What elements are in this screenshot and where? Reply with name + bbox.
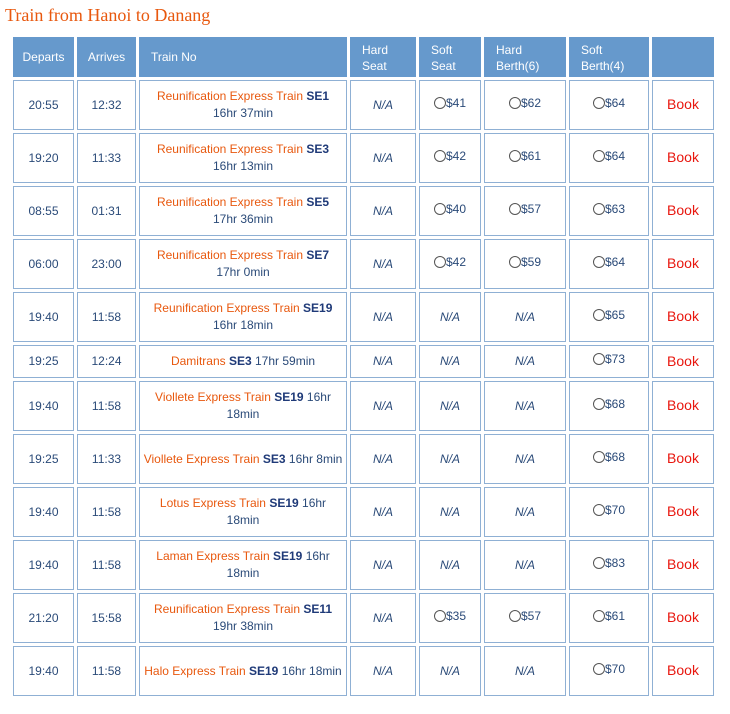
header-soft-seat [419,37,481,77]
train-code: SE19 [273,549,303,563]
train-code: SE19 [269,496,299,510]
book-cell [652,593,714,643]
train-code: SE3 [228,354,252,368]
train-name: Viollete Express Train [143,451,260,466]
soft-berth-radio[interactable] [593,557,605,569]
hard-seat-cell [350,381,416,431]
soft-berth-price: $65 [604,307,626,322]
train-name: Laman Express Train [156,549,270,563]
departs-cell: 19:40 [13,381,74,431]
train-code: SE19 [248,663,279,678]
book-button[interactable]: Book [667,503,699,519]
hard-berth-na: N/A [514,557,535,572]
departs-cell: 19:25 [13,345,74,378]
soft-seat-na: N/A [439,309,460,324]
train-duration: 19hr 38min [212,619,274,633]
train-name: Reunification Express Train [156,248,304,262]
train-code: SE19 [303,301,333,315]
soft-berth-price: $64 [604,95,626,110]
soft-berth-cell [569,133,649,183]
train-duration: 16hr 18min [212,318,274,332]
departs-cell: 20:55 [13,80,74,130]
arrives-cell: 11:58 [77,292,136,342]
hard-seat-cell [350,540,416,590]
hard-berth-cell [484,345,566,378]
train-duration: 16hr 18min [226,390,331,421]
soft-berth-cell [569,80,649,130]
arrives-cell: 01:31 [77,186,136,236]
book-cell [652,345,714,378]
soft-berth-radio[interactable] [593,353,605,365]
train-cell [139,540,347,590]
book-cell [652,292,714,342]
train-name: Halo Express Train [144,663,246,678]
hard-seat-na: N/A [372,451,393,466]
soft-seat-price: $42 [445,254,467,269]
hard-seat-na: N/A [372,663,393,678]
departs-cell: 19:40 [13,487,74,537]
train-name: Reunification Express Train [153,301,300,315]
table-row [13,540,714,590]
soft-seat-price: $35 [445,608,467,623]
train-cell [139,434,347,484]
arrives-cell: 15:58 [77,593,136,643]
soft-seat-price: $40 [445,201,467,216]
soft-berth-price: $64 [604,254,626,269]
book-button[interactable]: Book [667,450,699,466]
soft-seat-cell [419,487,481,537]
soft-berth-radio[interactable] [593,504,605,516]
hard-berth-cell [484,186,566,236]
header-hard-seat [350,37,416,77]
book-button[interactable]: Book [667,308,699,324]
train-code: SE3 [262,451,286,466]
departs-cell: 08:55 [13,186,74,236]
train-cell [139,186,347,236]
soft-berth-radio[interactable] [593,451,605,463]
hard-seat-cell [350,80,416,130]
soft-berth-price: $64 [604,148,626,163]
soft-berth-radio[interactable] [593,256,605,268]
arrives-cell: 11:58 [77,646,136,696]
soft-seat-na: N/A [439,398,460,413]
soft-berth-radio[interactable] [593,203,605,215]
hard-berth-na: N/A [514,309,535,324]
soft-seat-cell [419,186,481,236]
train-name: Reunification Express Train [153,602,301,616]
soft-berth-price: $83 [604,555,626,570]
arrives-cell: 11:58 [77,381,136,431]
table-row [13,345,714,378]
train-duration: 16hr 13min [212,159,274,173]
hard-berth-radio[interactable] [509,150,521,162]
soft-seat-na: N/A [439,663,460,678]
hard-berth-price: $61 [520,148,542,163]
soft-seat-na: N/A [439,354,460,368]
hard-berth-na: N/A [514,663,535,678]
soft-berth-cell [569,593,649,643]
departs-cell: 19:40 [13,540,74,590]
train-cell [139,593,347,643]
train-name: Reunification Express Train [156,195,304,209]
soft-seat-cell [419,434,481,484]
hard-seat-cell [350,292,416,342]
train-name: Damitrans [170,354,226,368]
header-hard-berth-line2: Berth(6) [496,59,540,73]
train-cell [139,381,347,431]
soft-berth-price: $68 [604,396,626,411]
soft-berth-price: $63 [604,201,626,216]
soft-seat-cell [419,593,481,643]
hard-berth-radio[interactable] [509,97,521,109]
hard-berth-na: N/A [514,354,535,368]
hard-berth-price: $57 [520,608,542,623]
book-button[interactable]: Book [667,397,699,413]
book-button[interactable]: Book [667,96,699,112]
hard-berth-cell [484,239,566,289]
book-cell [652,434,714,484]
soft-seat-radio[interactable] [434,203,446,215]
train-duration: 17hr 0min [216,265,270,279]
book-cell [652,646,714,696]
header-hard-berth [484,37,566,77]
soft-seat-cell [419,80,481,130]
timetable-body [13,80,714,696]
departs-cell: 06:00 [13,239,74,289]
train-timetable [10,34,717,699]
soft-berth-radio[interactable] [593,97,605,109]
arrives-cell: 12:32 [77,80,136,130]
hard-seat-cell [350,239,416,289]
train-duration: 16hr 18min [226,496,327,527]
hard-seat-na: N/A [372,610,393,625]
soft-berth-cell [569,186,649,236]
train-cell [139,239,347,289]
soft-berth-price: $61 [604,608,626,623]
hard-seat-na: N/A [372,97,393,112]
hard-berth-price: $62 [520,95,542,110]
soft-berth-price: $70 [604,661,626,676]
hard-berth-cell [484,80,566,130]
train-name: Reunification Express Train [156,142,304,156]
hard-seat-cell [350,133,416,183]
soft-seat-na: N/A [439,557,460,572]
train-code: SE3 [306,142,330,156]
table-row [13,239,714,289]
header-row [13,37,714,77]
hard-berth-cell [484,646,566,696]
train-cell [139,646,347,696]
header-book [652,37,714,77]
arrives-cell: 11:58 [77,487,136,537]
arrives-cell: 11:33 [77,434,136,484]
table-row [13,593,714,643]
soft-berth-price: $68 [604,449,626,464]
book-button[interactable]: Book [667,255,699,271]
train-cell [139,133,347,183]
hard-berth-price: $59 [520,254,542,269]
book-button[interactable]: Book [667,662,699,678]
header-soft-seat-line1: Soft [431,43,453,57]
train-cell [139,487,347,537]
hard-berth-cell [484,540,566,590]
soft-berth-radio[interactable] [593,610,605,622]
hard-seat-na: N/A [372,398,393,413]
hard-berth-na: N/A [514,451,535,466]
hard-berth-cell [484,292,566,342]
table-row [13,487,714,537]
hard-berth-price: $57 [520,201,542,216]
departs-cell: 19:20 [13,133,74,183]
header-train-no: Train No [139,37,347,77]
train-duration: 16hr 18min [226,549,330,580]
train-cell [139,345,347,378]
hard-berth-na: N/A [514,504,535,519]
header-hard-seat-line2: Seat [362,59,387,73]
hard-berth-radio[interactable] [509,610,521,622]
train-name: Reunification Express Train [156,89,304,103]
book-cell [652,239,714,289]
book-cell [652,80,714,130]
soft-seat-radio[interactable] [434,256,446,268]
hard-berth-cell [484,434,566,484]
hard-seat-na: N/A [372,557,393,572]
soft-seat-radio[interactable] [434,97,446,109]
hard-seat-cell [350,345,416,378]
soft-seat-price: $41 [445,95,467,110]
train-code: SE1 [306,89,330,103]
arrives-cell: 23:00 [77,239,136,289]
soft-berth-price: $73 [604,352,626,366]
book-cell [652,487,714,537]
train-cell [139,292,347,342]
soft-berth-radio[interactable] [593,398,605,410]
soft-berth-radio[interactable] [593,663,605,675]
book-cell [652,381,714,431]
header-soft-seat-line2: Seat [431,59,456,73]
hard-berth-radio[interactable] [509,256,521,268]
soft-berth-cell [569,434,649,484]
soft-berth-radio[interactable] [593,150,605,162]
book-cell [652,540,714,590]
train-cell [139,80,347,130]
soft-seat-na: N/A [439,451,460,466]
table-row [13,434,714,484]
train-name: Viollete Express Train [155,390,271,404]
book-cell [652,186,714,236]
train-name: Lotus Express Train [159,496,266,510]
hard-berth-cell [484,487,566,537]
soft-berth-cell [569,345,649,378]
hard-berth-cell [484,133,566,183]
table-row [13,133,714,183]
header-departs: Departs [13,37,74,77]
header-soft-berth [569,37,649,77]
table-row [13,292,714,342]
hard-seat-cell [350,646,416,696]
arrives-cell: 11:33 [77,133,136,183]
table-row [13,381,714,431]
hard-seat-na: N/A [372,309,393,324]
arrives-cell: 11:58 [77,540,136,590]
soft-berth-cell [569,646,649,696]
hard-seat-na: N/A [372,354,393,368]
train-code: SE11 [303,602,333,616]
departs-cell: 19:25 [13,434,74,484]
hard-seat-na: N/A [372,256,393,271]
table-row [13,186,714,236]
hard-seat-na: N/A [372,203,393,218]
train-duration: 17hr 36min [212,212,274,226]
soft-berth-cell [569,292,649,342]
soft-seat-cell [419,345,481,378]
hard-berth-na: N/A [514,398,535,413]
header-soft-berth-line1: Soft [581,43,603,57]
soft-berth-cell [569,487,649,537]
soft-seat-radio[interactable] [434,610,446,622]
table-row [13,646,714,696]
departs-cell: 19:40 [13,646,74,696]
soft-berth-cell [569,540,649,590]
hard-berth-radio[interactable] [509,203,521,215]
soft-seat-cell [419,646,481,696]
train-code: SE7 [306,248,330,262]
soft-seat-price: $42 [445,148,467,163]
hard-berth-cell [484,593,566,643]
train-duration: 16hr 37min [212,106,274,120]
soft-seat-cell [419,292,481,342]
departs-cell: 21:20 [13,593,74,643]
soft-berth-cell [569,381,649,431]
soft-berth-price: $70 [604,502,626,517]
train-code: SE5 [306,195,330,209]
hard-seat-na: N/A [372,504,393,519]
soft-seat-cell [419,133,481,183]
train-duration: 16hr 18min [281,663,342,678]
page-title: Train from Hanoi to Danang [5,5,211,25]
train-code: SE19 [274,390,304,404]
hard-seat-cell [350,487,416,537]
soft-seat-cell [419,381,481,431]
soft-seat-na: N/A [439,504,460,519]
book-button[interactable]: Book [667,149,699,165]
header-hard-seat-line1: Hard [362,43,389,57]
hard-berth-cell [484,381,566,431]
hard-seat-cell [350,434,416,484]
soft-seat-cell [419,540,481,590]
departs-cell: 19:40 [13,292,74,342]
header-hard-berth-line1: Hard [496,43,523,57]
soft-seat-radio[interactable] [434,150,446,162]
train-duration: 17hr 59min [255,354,316,368]
hard-seat-na: N/A [372,150,393,165]
hard-seat-cell [350,593,416,643]
book-button[interactable]: Book [667,556,699,572]
book-button[interactable]: Book [667,352,699,369]
arrives-cell: 12:24 [77,345,136,378]
header-soft-berth-line2: Berth(4) [581,59,625,73]
book-cell [652,133,714,183]
soft-berth-cell [569,239,649,289]
table-row [13,80,714,130]
soft-berth-radio[interactable] [593,309,605,321]
train-duration: 16hr 8min [288,451,343,466]
soft-seat-cell [419,239,481,289]
header-arrives: Arrives [77,37,136,77]
book-button[interactable]: Book [667,202,699,218]
hard-seat-cell [350,186,416,236]
book-button[interactable]: Book [667,609,699,625]
